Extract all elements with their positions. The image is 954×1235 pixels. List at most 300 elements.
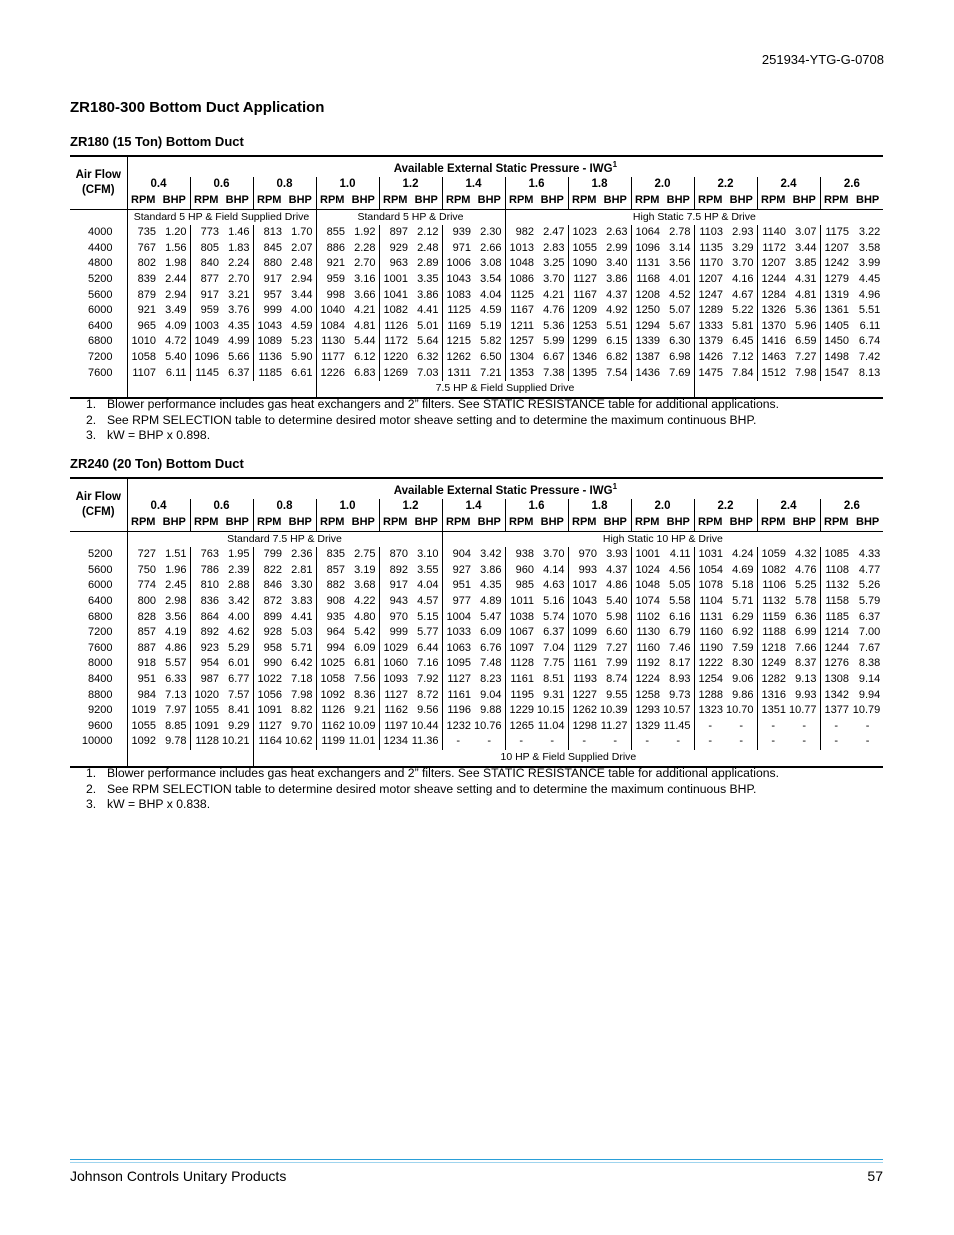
rpm-header: RPM <box>694 193 726 209</box>
table-row <box>70 547 883 563</box>
bhp-header: BHP <box>729 194 753 207</box>
drive-label: High Static 10 HP & Drive <box>442 531 883 547</box>
bhp-cell: 5.51 <box>858 304 881 317</box>
table-row <box>70 563 883 579</box>
rpm-cell: 1326 <box>757 303 789 319</box>
bhp-cell: 4.11 <box>669 548 691 561</box>
rpm-cell: 921 <box>127 303 159 319</box>
rpm-cell: 954 <box>190 656 222 672</box>
bhp-cell: 3.70 <box>543 548 565 561</box>
airflow-cfm-cell: 7200 <box>88 626 113 639</box>
bhp-header: BHP <box>603 194 627 207</box>
bhp-cell: 3.76 <box>228 304 250 317</box>
bhp-cell: 4.59 <box>291 319 313 332</box>
bhp-cell: 10.70 <box>726 704 754 717</box>
rpm-cell: 927 <box>442 563 474 579</box>
table-row <box>70 688 883 704</box>
bhp-cell: 6.44 <box>417 641 439 654</box>
bhp-cell: 7.97 <box>165 704 187 717</box>
rpm-cell: 1025 <box>316 656 348 672</box>
bhp-cell: 10.09 <box>348 719 376 732</box>
rpm-cell: 1164 <box>253 734 285 750</box>
note-text: kW = BHP x 0.898. <box>107 428 211 443</box>
bhp-cell: 7.98 <box>291 688 313 701</box>
rpm-cell: 763 <box>190 547 222 563</box>
bhp-cell: - <box>739 719 744 732</box>
bhp-cell: 8.82 <box>291 704 313 717</box>
bhp-cell: 10.77 <box>789 704 817 717</box>
rpm-cell: 1262 <box>568 703 600 719</box>
pressure-header: 1.8 <box>568 499 631 515</box>
rpm-cell: 1199 <box>316 734 348 750</box>
bhp-cell: 4.00 <box>291 304 313 317</box>
note-number: 2. <box>86 781 97 796</box>
bhp-cell: 7.69 <box>669 366 691 379</box>
rpm-cell: 735 <box>127 225 159 241</box>
rpm-cell: 1092 <box>316 688 348 704</box>
bhp-cell: 2.98 <box>165 594 187 607</box>
rpm-cell: 1126 <box>379 319 411 335</box>
rpm-cell: 892 <box>379 563 411 579</box>
footer-rule-light <box>70 1162 883 1163</box>
rpm-header: RPM <box>757 193 789 209</box>
pressure-header: 2.6 <box>820 177 883 193</box>
bhp-cell: 6.01 <box>228 657 250 670</box>
bhp-cell: 1.20 <box>165 226 187 239</box>
bhp-cell: 3.30 <box>291 579 313 592</box>
bhp-cell: 11.27 <box>600 719 628 732</box>
note-text: See RPM SELECTION table to determine desired motor sheave setting and to determine the maximum continuous BHP. <box>107 412 757 427</box>
rpm-cell: 1107 <box>127 366 159 382</box>
bhp-cell: 4.56 <box>669 563 691 576</box>
bhp-cell: 4.77 <box>858 563 881 576</box>
bhp-cell: 4.69 <box>732 563 754 576</box>
rpm-cell: 1242 <box>820 256 852 272</box>
bhp-cell: 2.44 <box>165 272 187 285</box>
rpm-cell: 977 <box>442 594 474 610</box>
rpm-cell: 1060 <box>379 656 411 672</box>
bhp-cell: 9.21 <box>354 704 376 717</box>
rpm-cell: 1262 <box>442 350 474 366</box>
bhp-cell: 4.00 <box>228 610 250 623</box>
rpm-cell: 800 <box>127 594 159 610</box>
note-item <box>86 782 779 798</box>
pressure-header: 1.0 <box>316 499 379 515</box>
bhp-header: BHP <box>162 194 186 207</box>
rpm-cell: 877 <box>190 272 222 288</box>
rpm-cell: 1055 <box>127 719 159 735</box>
rpm-cell: 810 <box>190 578 222 594</box>
table-row <box>70 334 883 350</box>
bhp-cell: 4.37 <box>606 288 628 301</box>
bhp-header: BHP <box>603 516 627 529</box>
aesp-header <box>127 479 883 499</box>
rpm-cell: 846 <box>253 578 285 594</box>
rpm-cell: 1031 <box>694 547 726 563</box>
rpm-cell: 1370 <box>757 319 789 335</box>
rpm-cell: 1040 <box>316 303 348 319</box>
rpm-cell: - <box>631 734 663 750</box>
bhp-cell: 5.67 <box>669 319 691 332</box>
bhp-cell: 10.79 <box>852 704 881 717</box>
rpm-cell: 1215 <box>442 334 474 350</box>
bhp-cell: 3.08 <box>480 257 502 270</box>
bhp-cell: 1.98 <box>165 257 187 270</box>
rpm-cell: 1207 <box>694 272 726 288</box>
bhp-cell: 2.45 <box>165 579 187 592</box>
note-text: Blower performance includes gas heat exchangers and 2” filters. See STATIC RESISTANCE table for additional applications. <box>107 766 779 780</box>
rpm-cell: 1108 <box>820 563 852 579</box>
rpm-cell: 923 <box>190 641 222 657</box>
rpm-cell: 1055 <box>190 703 222 719</box>
rpm-header: RPM <box>694 515 726 531</box>
bhp-cell: 5.05 <box>669 579 691 592</box>
rpm-cell: 1092 <box>127 734 159 750</box>
rpm-cell: 1209 <box>568 303 600 319</box>
table-row <box>70 610 883 626</box>
bhp-cell: 4.96 <box>858 288 881 301</box>
rpm-cell: 1085 <box>820 547 852 563</box>
bhp-cell: 6.37 <box>543 626 565 639</box>
rpm-cell: 1084 <box>316 319 348 335</box>
rpm-cell: 813 <box>253 225 285 241</box>
airflow-header <box>70 479 127 531</box>
rpm-cell: 1279 <box>820 272 852 288</box>
rpm-cell: 1353 <box>505 366 537 382</box>
bhp-cell: 9.78 <box>165 735 187 748</box>
header-row-units <box>70 193 883 209</box>
footer-company: Johnson Controls Unitary Products <box>70 1168 287 1184</box>
rpm-cell: 1004 <box>442 610 474 626</box>
rpm-cell: 1214 <box>820 625 852 641</box>
pressure-header: 2.0 <box>631 177 694 193</box>
rpm-header: RPM <box>568 515 600 531</box>
rpm-cell: 904 <box>442 547 474 563</box>
rpm-cell: 1159 <box>757 610 789 626</box>
pressure-header: 0.4 <box>127 499 190 515</box>
rpm-cell: 1125 <box>442 303 474 319</box>
bhp-cell: 5.01 <box>417 319 439 332</box>
rpm-cell: 1129 <box>568 641 600 657</box>
rpm-cell: 1095 <box>442 656 474 672</box>
bhp-cell: 6.82 <box>606 350 628 363</box>
rpm-header: RPM <box>631 193 663 209</box>
rpm-header: RPM <box>505 515 537 531</box>
rpm-cell: 1167 <box>568 288 600 304</box>
bhp-cell: 6.79 <box>669 626 691 639</box>
bhp-cell: 6.15 <box>606 335 628 348</box>
bhp-header: BHP <box>288 516 312 529</box>
aesp-footnote-ref: 1 <box>612 482 618 491</box>
bhp-header: BHP <box>477 194 501 207</box>
bhp-cell: 5.79 <box>858 594 881 607</box>
rpm-cell: 1058 <box>127 350 159 366</box>
rpm-cell: 1074 <box>631 594 663 610</box>
bhp-cell: 3.10 <box>417 548 439 561</box>
rpm-cell: 928 <box>253 625 285 641</box>
rpm-cell: - <box>568 734 600 750</box>
bhp-cell: 6.50 <box>480 350 502 363</box>
rpm-header: RPM <box>505 193 537 209</box>
rpm-cell: 897 <box>379 225 411 241</box>
rpm-cell: 1416 <box>757 334 789 350</box>
bhp-cell: 4.63 <box>543 579 565 592</box>
performance-table-zr240 <box>70 477 883 768</box>
table-row <box>70 625 883 641</box>
bhp-cell: 6.61 <box>291 366 313 379</box>
bhp-cell: 4.21 <box>354 304 376 317</box>
rpm-cell: 1254 <box>694 672 726 688</box>
bhp-header: BHP <box>162 516 186 529</box>
bhp-cell: 2.70 <box>228 272 250 285</box>
table-row <box>70 319 883 335</box>
rpm-cell: 1405 <box>820 319 852 335</box>
rpm-cell: 1222 <box>694 656 726 672</box>
bhp-cell: 2.36 <box>291 548 313 561</box>
bhp-cell: 2.63 <box>606 226 628 239</box>
bhp-cell: 7.18 <box>291 672 313 685</box>
pressure-header: 1.0 <box>316 177 379 193</box>
rpm-cell: 1169 <box>442 319 474 335</box>
rpm-cell: 1158 <box>820 594 852 610</box>
rpm-cell: 959 <box>316 272 348 288</box>
rpm-cell: 727 <box>127 547 159 563</box>
bhp-cell: 5.71 <box>291 641 313 654</box>
rpm-cell: 1003 <box>190 319 222 335</box>
pressure-header: 0.6 <box>190 499 253 515</box>
rpm-cell: 1048 <box>631 578 663 594</box>
bhp-cell: 8.17 <box>669 657 691 670</box>
airflow-cfm-cell: 6800 <box>88 610 113 623</box>
drive-label <box>127 381 316 397</box>
rpm-cell: 1086 <box>505 272 537 288</box>
bhp-cell: 7.04 <box>543 641 565 654</box>
bhp-cell: 5.40 <box>606 594 628 607</box>
bhp-cell: 2.94 <box>291 272 313 285</box>
rpm-cell: 918 <box>127 656 159 672</box>
bhp-cell: 10.39 <box>600 704 628 717</box>
bhp-cell: 8.23 <box>480 672 502 685</box>
rpm-cell: 1067 <box>505 625 537 641</box>
airflow-cfm-cell: 5600 <box>88 563 113 576</box>
bhp-cell: 4.76 <box>543 304 565 317</box>
bhp-cell: 6.37 <box>858 610 881 623</box>
aesp-header <box>127 157 883 177</box>
bhp-cell: 4.57 <box>417 594 439 607</box>
pressure-header: 2.0 <box>631 499 694 515</box>
rpm-cell: 1436 <box>631 366 663 382</box>
rpm-cell: 1131 <box>694 610 726 626</box>
pressure-header: 2.4 <box>757 499 820 515</box>
bhp-cell: 3.56 <box>669 257 691 270</box>
bhp-cell: 6.83 <box>354 366 376 379</box>
bhp-cell: 8.41 <box>228 704 250 717</box>
bhp-cell: 6.77 <box>228 672 250 685</box>
bhp-cell: 8.72 <box>417 688 439 701</box>
rpm-cell: 1010 <box>127 334 159 350</box>
bhp-cell: 8.30 <box>732 657 754 670</box>
bhp-cell: - <box>676 735 681 748</box>
drive-label: 7.5 HP & Field Supplied Drive <box>316 381 694 397</box>
rpm-cell: 1361 <box>820 303 852 319</box>
note-item <box>86 797 779 813</box>
rpm-cell: 1017 <box>568 578 600 594</box>
bhp-cell: 5.90 <box>291 350 313 363</box>
rpm-cell: 1346 <box>568 350 600 366</box>
bhp-cell: 9.86 <box>732 688 754 701</box>
bhp-cell: 4.01 <box>669 272 691 285</box>
bhp-cell: 5.42 <box>354 626 376 639</box>
bhp-cell: - <box>739 735 744 748</box>
aesp-label: Available External Static Pressure - IWG <box>393 162 613 175</box>
rpm-cell: 1090 <box>568 256 600 272</box>
bhp-cell: 5.03 <box>291 626 313 639</box>
rpm-cell: 1070 <box>568 610 600 626</box>
bhp-cell: 6.36 <box>795 610 817 623</box>
rpm-cell: 1048 <box>505 256 537 272</box>
bhp-cell: 1.92 <box>354 226 376 239</box>
table-row <box>70 703 883 719</box>
bhp-cell: 5.07 <box>669 304 691 317</box>
rpm-cell: 1104 <box>694 594 726 610</box>
bhp-cell: 4.62 <box>228 626 250 639</box>
rpm-cell: 970 <box>379 610 411 626</box>
rpm-header: RPM <box>442 515 474 531</box>
airflow-cfm-cell: 6000 <box>88 579 113 592</box>
bhp-cell: - <box>613 735 618 748</box>
bhp-cell: 7.12 <box>732 350 754 363</box>
rpm-cell: 1253 <box>568 319 600 335</box>
rpm-cell: 1227 <box>568 688 600 704</box>
rpm-cell: 1029 <box>379 641 411 657</box>
bhp-cell: 8.51 <box>543 672 565 685</box>
bhp-cell: 4.72 <box>165 335 187 348</box>
rpm-cell: 1091 <box>190 719 222 735</box>
drive-label: Standard 7.5 HP & Drive <box>127 531 442 547</box>
rpm-cell: 1282 <box>757 672 789 688</box>
table-row <box>70 656 883 672</box>
bhp-header: BHP <box>225 516 249 529</box>
rpm-cell: 1177 <box>316 350 348 366</box>
drive-label: Standard 5 HP & Drive <box>316 209 505 225</box>
rpm-cell: 1220 <box>379 350 411 366</box>
bhp-cell: 6.74 <box>858 335 881 348</box>
bhp-cell: 3.21 <box>228 288 250 301</box>
rpm-cell: 1224 <box>631 672 663 688</box>
bhp-cell: 1.56 <box>165 241 187 254</box>
bhp-header: BHP <box>856 516 880 529</box>
rpm-cell: 1211 <box>505 319 537 335</box>
rpm-cell: 1049 <box>190 334 222 350</box>
bhp-cell: 4.86 <box>606 579 628 592</box>
bhp-cell: 9.13 <box>795 672 817 685</box>
rpm-cell: 1161 <box>505 672 537 688</box>
rpm-cell: 1323 <box>694 703 726 719</box>
bhp-cell: 5.26 <box>858 579 881 592</box>
rpm-cell: 1106 <box>757 578 789 594</box>
bhp-cell: 7.21 <box>480 366 502 379</box>
bhp-cell: 4.81 <box>795 288 817 301</box>
rpm-cell: 994 <box>316 641 348 657</box>
bhp-cell: 10.76 <box>474 719 502 732</box>
bhp-cell: 7.99 <box>606 657 628 670</box>
bhp-cell: 1.96 <box>165 563 187 576</box>
rpm-cell: 999 <box>253 303 285 319</box>
table-row <box>70 366 883 382</box>
bhp-cell: 10.57 <box>663 704 691 717</box>
bhp-cell: 3.86 <box>480 563 502 576</box>
drive-label: 10 HP & Field Supplied Drive <box>253 750 883 766</box>
rpm-cell: 1185 <box>253 366 285 382</box>
rpm-cell: 1160 <box>694 625 726 641</box>
bhp-cell: 7.42 <box>858 350 881 363</box>
bhp-cell: 4.04 <box>417 579 439 592</box>
bhp-cell: 4.32 <box>795 548 817 561</box>
rpm-cell: 1195 <box>505 688 537 704</box>
rpm-cell: 1188 <box>757 625 789 641</box>
rpm-cell: 1019 <box>127 703 159 719</box>
blower-performance-table <box>70 157 883 397</box>
table-row <box>70 734 883 750</box>
bhp-cell: 4.52 <box>669 288 691 301</box>
rpm-cell: 864 <box>190 610 222 626</box>
bhp-cell: 1.46 <box>228 226 250 239</box>
rpm-cell: - <box>820 719 852 735</box>
table-title-zr240: ZR240 (20 Ton) Bottom Duct <box>70 456 244 471</box>
rpm-cell: 1244 <box>757 272 789 288</box>
bhp-cell: 3.16 <box>354 272 376 285</box>
rpm-cell: - <box>694 734 726 750</box>
rpm-cell: 887 <box>127 641 159 657</box>
table-row <box>70 641 883 657</box>
rpm-cell: 1023 <box>568 225 600 241</box>
bhp-cell: 8.38 <box>858 657 881 670</box>
pressure-header: 2.4 <box>757 177 820 193</box>
rpm-cell: 1316 <box>757 688 789 704</box>
bhp-cell: 9.94 <box>858 688 881 701</box>
bhp-cell: 5.78 <box>795 594 817 607</box>
pressure-header: 1.6 <box>505 177 568 193</box>
table-row <box>70 719 883 735</box>
rpm-cell: 1096 <box>631 241 663 257</box>
rpm-cell: 1041 <box>379 288 411 304</box>
rpm-cell: 805 <box>190 241 222 257</box>
airflow-cfm-cell: 5200 <box>88 272 113 285</box>
bhp-cell: 4.31 <box>795 272 817 285</box>
rpm-cell: - <box>694 719 726 735</box>
bhp-cell: 6.59 <box>795 335 817 348</box>
rpm-cell: 971 <box>442 241 474 257</box>
bhp-header: BHP <box>666 194 690 207</box>
rpm-cell: 1128 <box>190 734 222 750</box>
rpm-cell: 855 <box>316 225 348 241</box>
bhp-cell: 9.29 <box>228 719 250 732</box>
airflow-header <box>70 157 127 209</box>
rpm-cell: 1218 <box>757 641 789 657</box>
rpm-cell: 1132 <box>820 578 852 594</box>
bhp-cell: 5.36 <box>795 304 817 317</box>
table-row <box>70 241 883 257</box>
bhp-cell: 7.56 <box>354 672 376 685</box>
bhp-header: BHP <box>792 194 816 207</box>
rpm-cell: 835 <box>316 547 348 563</box>
bhp-cell: 8.74 <box>606 672 628 685</box>
rpm-cell: 1167 <box>505 303 537 319</box>
bhp-cell: 3.54 <box>480 272 502 285</box>
bhp-cell: 2.12 <box>417 226 439 239</box>
rpm-cell: - <box>442 734 474 750</box>
bhp-cell: 8.36 <box>354 688 376 701</box>
